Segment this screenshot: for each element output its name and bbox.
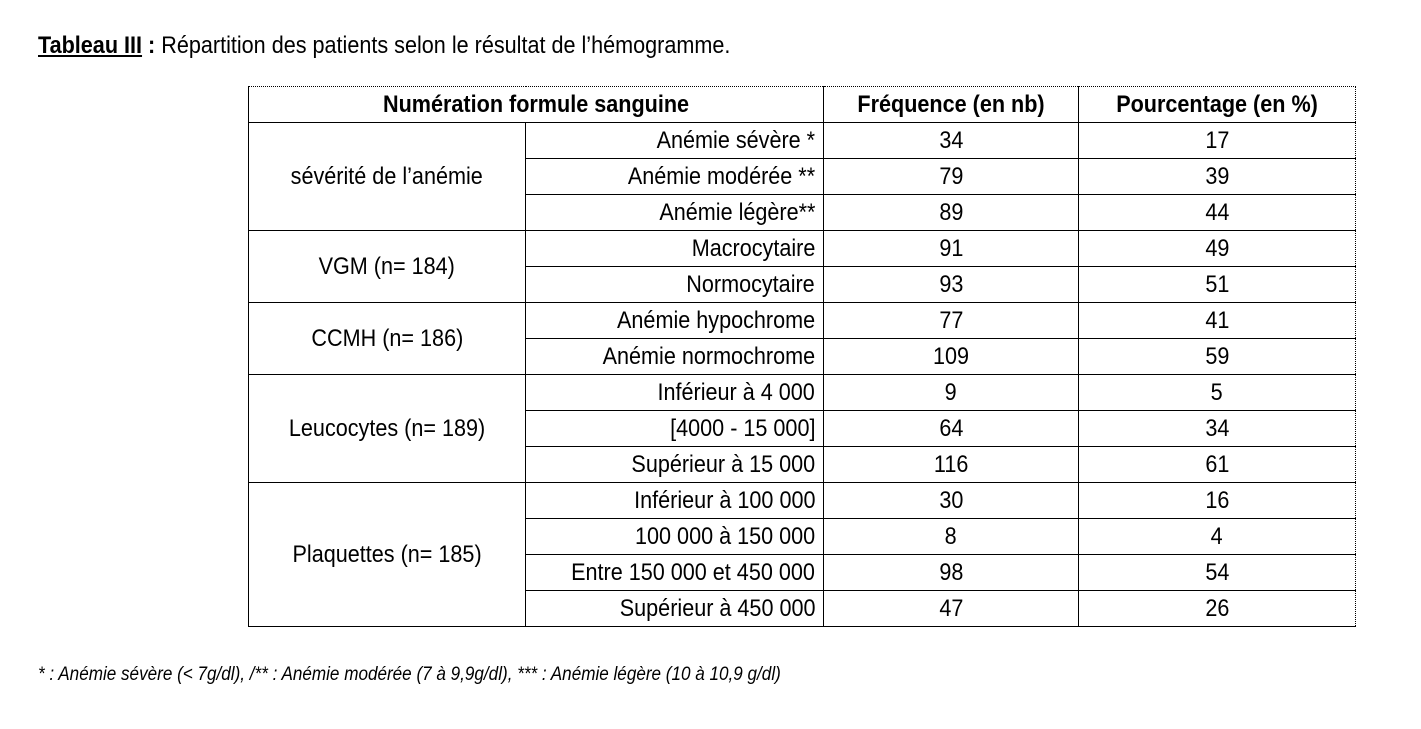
- item-label-cell: [526, 159, 824, 195]
- percentage-value-cell: [1079, 519, 1356, 555]
- table-body: [249, 123, 1356, 627]
- percentage-value: 4: [1210, 523, 1224, 550]
- group-label-cell: [249, 483, 526, 627]
- item-label-cell: [526, 123, 824, 159]
- percentage-value-cell: [1079, 267, 1356, 303]
- frequency-value: 64: [938, 415, 964, 442]
- item-label: Supérieur à 15 000: [631, 451, 816, 478]
- table-header-row: [249, 87, 1356, 123]
- frequency-value-cell: [824, 231, 1079, 267]
- item-label: [4000 - 15 000]: [669, 415, 816, 442]
- percentage-value: 49: [1204, 235, 1230, 262]
- table-caption: [38, 30, 730, 62]
- frequency-value: 77: [938, 307, 964, 334]
- frequency-value: 116: [933, 451, 969, 478]
- percentage-value-cell: [1079, 123, 1356, 159]
- frequency-value-cell: [824, 303, 1079, 339]
- frequency-value-cell: [824, 339, 1079, 375]
- frequency-value: 8: [944, 523, 958, 550]
- frequency-value-cell: [824, 447, 1079, 483]
- item-label: Anémie hypochrome: [616, 307, 816, 334]
- frequency-value-cell: [824, 591, 1079, 627]
- group-label: Plaquettes (n= 185): [292, 541, 482, 568]
- group-label: sévérité de l’anémie: [290, 163, 484, 190]
- group-label-cell: [249, 123, 526, 231]
- table-row: [249, 303, 1356, 339]
- caption-text: Répartition des patients selon le résultat de l’hémogramme.: [155, 32, 731, 59]
- frequency-value: 89: [938, 199, 964, 226]
- item-label: Inférieur à 100 000: [633, 487, 816, 514]
- frequency-value: 79: [938, 163, 964, 190]
- percentage-value-cell: [1079, 411, 1356, 447]
- percentage-value: 5: [1210, 379, 1224, 406]
- frequency-value-cell: [824, 519, 1079, 555]
- item-label-cell: [526, 447, 824, 483]
- item-label: Macrocytaire: [691, 235, 816, 262]
- frequency-value: 93: [938, 271, 964, 298]
- percentage-value-cell: [1079, 483, 1356, 519]
- percentage-value: 34: [1204, 415, 1230, 442]
- item-label-cell: [526, 195, 824, 231]
- hemogram-table: [248, 86, 1356, 627]
- group-label-cell: [249, 231, 526, 303]
- percentage-value: 59: [1204, 343, 1230, 370]
- item-label-cell: [526, 339, 824, 375]
- percentage-value: 26: [1204, 595, 1230, 622]
- percentage-value-cell: [1079, 231, 1356, 267]
- frequency-value-cell: [824, 267, 1079, 303]
- header-frequency: [824, 87, 1079, 123]
- group-label-cell: [249, 375, 526, 483]
- percentage-value: 17: [1204, 127, 1230, 154]
- caption-colon: :: [142, 32, 156, 59]
- percentage-value: 39: [1204, 163, 1230, 190]
- item-label-cell: [526, 267, 824, 303]
- group-label: Leucocytes (n= 189): [288, 415, 486, 442]
- item-label: Anémie légère**: [658, 199, 816, 226]
- table-row: [249, 375, 1356, 411]
- percentage-value: 51: [1204, 271, 1230, 298]
- header-percentage-label: Pourcentage (en %): [1116, 91, 1318, 118]
- group-label: CCMH (n= 186): [311, 325, 463, 352]
- percentage-value-cell: [1079, 591, 1356, 627]
- frequency-value: 9: [944, 379, 958, 406]
- group-label-cell: [249, 303, 526, 375]
- frequency-value-cell: [824, 123, 1079, 159]
- percentage-value-cell: [1079, 339, 1356, 375]
- header-nfs: [249, 87, 824, 123]
- item-label: Inférieur à 4 000: [657, 379, 816, 406]
- frequency-value-cell: [824, 195, 1079, 231]
- item-label-cell: [526, 591, 824, 627]
- item-label: Entre 150 000 et 450 000: [571, 559, 816, 586]
- item-label: Anémie normochrome: [602, 343, 816, 370]
- percentage-value-cell: [1079, 159, 1356, 195]
- header-frequency-label: Fréquence (en nb): [857, 91, 1045, 118]
- table-number: Tableau III: [38, 32, 143, 59]
- item-label-cell: [526, 303, 824, 339]
- percentage-value-cell: [1079, 555, 1356, 591]
- percentage-value-cell: [1079, 195, 1356, 231]
- table-footnote: * : Anémie sévère (< 7g/dl), /** : Anémie modérée (7 à 9,9g/dl), *** : Anémie légère (10 à 10,9 g/dl): [38, 664, 781, 685]
- frequency-value: 98: [938, 559, 964, 586]
- item-label: Anémie modérée **: [627, 163, 816, 190]
- table-row: [249, 483, 1356, 519]
- percentage-value: 61: [1204, 451, 1230, 478]
- item-label-cell: [526, 555, 824, 591]
- frequency-value-cell: [824, 555, 1079, 591]
- percentage-value-cell: [1079, 375, 1356, 411]
- frequency-value: 34: [938, 127, 964, 154]
- frequency-value: 109: [932, 343, 970, 370]
- table-row: [249, 123, 1356, 159]
- frequency-value-cell: [824, 411, 1079, 447]
- percentage-value: 54: [1204, 559, 1230, 586]
- item-label-cell: [526, 519, 824, 555]
- item-label: Supérieur à 450 000: [619, 595, 816, 622]
- item-label: Anémie sévère *: [656, 127, 816, 154]
- item-label: Normocytaire: [686, 271, 816, 298]
- item-label-cell: [526, 231, 824, 267]
- header-nfs-label: Numération formule sanguine: [382, 91, 690, 118]
- frequency-value-cell: [824, 159, 1079, 195]
- group-label: VGM (n= 184): [318, 253, 456, 280]
- item-label-cell: [526, 411, 824, 447]
- item-label: 100 000 à 150 000: [634, 523, 816, 550]
- header-percentage: [1079, 87, 1356, 123]
- item-label-cell: [526, 483, 824, 519]
- percentage-value: 41: [1204, 307, 1230, 334]
- frequency-value: 30: [938, 487, 964, 514]
- frequency-value-cell: [824, 483, 1079, 519]
- percentage-value-cell: [1079, 303, 1356, 339]
- percentage-value-cell: [1079, 447, 1356, 483]
- frequency-value: 91: [938, 235, 964, 262]
- frequency-value-cell: [824, 375, 1079, 411]
- percentage-value: 44: [1204, 199, 1230, 226]
- frequency-value: 47: [938, 595, 964, 622]
- item-label-cell: [526, 375, 824, 411]
- percentage-value: 16: [1204, 487, 1230, 514]
- table-row: [249, 231, 1356, 267]
